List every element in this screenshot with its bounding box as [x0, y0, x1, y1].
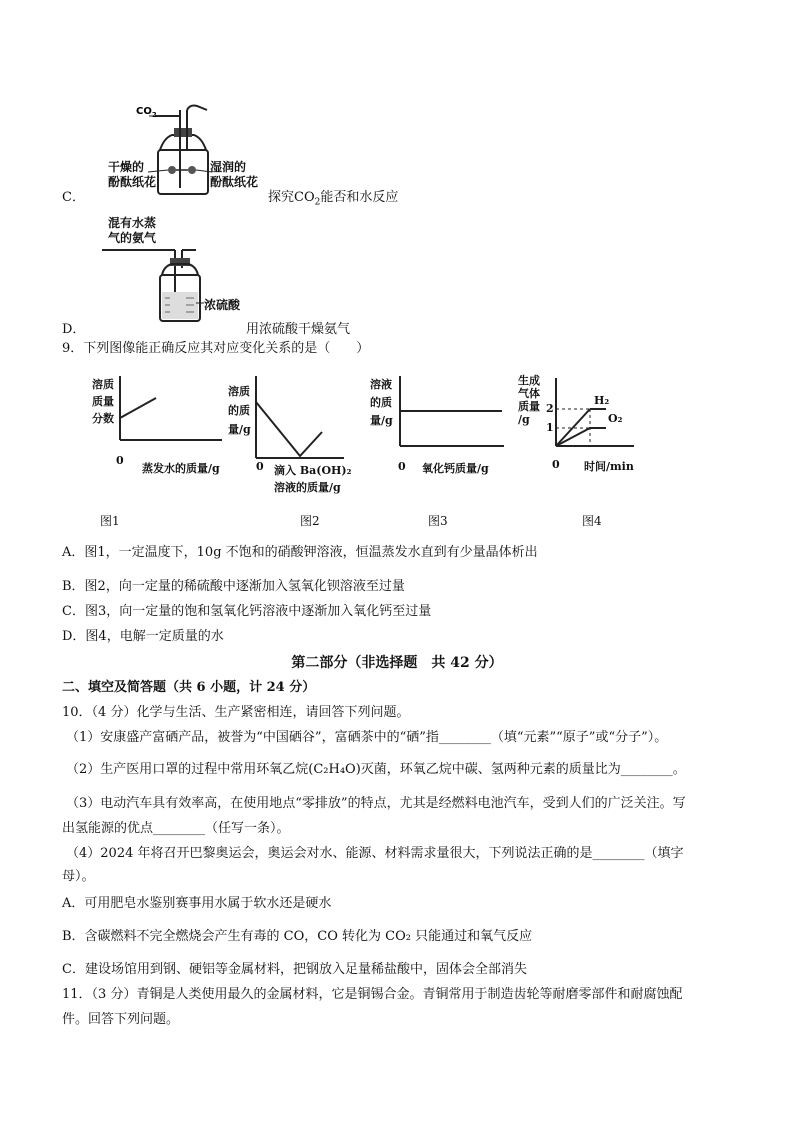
figure-d-caption: 用浓硫酸干燥氨气: [246, 322, 351, 337]
graph-3-caption: 图3: [428, 514, 448, 528]
graph-2-xlabel: 滴入 Ba(OH)₂ 溶液的质量/g: [274, 464, 352, 494]
q10-stem: 10．（4 分）化学与生活、生产紧密相连，请回答下列问题。: [62, 705, 410, 720]
graph-1-ylabel: 溶质 质量 分数: [92, 378, 114, 425]
graph-4-tick-2: 2: [546, 402, 554, 415]
option-c-marker: C．: [62, 190, 85, 205]
section-2-heading: 二、填空及简答题（共 6 小题，计 24 分）: [62, 680, 316, 695]
graph-4-caption: 图4: [582, 514, 602, 528]
wet-flower-label: 湿润的 酚酞纸花: [210, 160, 259, 189]
graph-1-caption: 图1: [100, 514, 120, 528]
q9-option-d: D．图4，电解一定质量的水: [62, 629, 224, 644]
graph-3-ylabel: 溶液 的质 量/g: [370, 378, 393, 427]
q10-option-c: C．建设场馆用到钢、硬铝等金属材料，把钢放入足量稀盐酸中，固体会全部消失: [62, 962, 527, 977]
sulfuric-acid-label: 浓硫酸: [204, 298, 241, 312]
graph-2-origin: 0: [256, 460, 264, 473]
part-2-title: 第二部分（非选择题 共 42 分）: [291, 655, 503, 671]
graph-2-ylabel: 溶质 的质 量/g: [228, 385, 251, 436]
graph-4-ylabel: 生成 气体 质量 /g: [518, 374, 540, 426]
graph-4-axes: [0, 0, 794, 500]
graph-1-origin: 0: [116, 454, 124, 467]
q10-sub2: （2）生产医用口罩的过程中常用环氧乙烷(C₂H₄O)灭菌，环氧乙烷中碳、氢两种元素的质量比为________。: [66, 762, 686, 777]
wet-ammonia-label: 混有水蒸 气的氨气: [108, 216, 157, 245]
graph-3-origin: 0: [398, 460, 406, 473]
q11-line1: 11．（3 分）青铜是人类使用最久的金属材料，它是铜锡合金。青铜常用于制造齿轮等耐磨零部件和耐腐蚀配: [62, 987, 683, 1002]
co2-gas-label: $CO_2$: [136, 106, 157, 119]
graph-4-o2-line: [556, 428, 590, 446]
graph-2-caption: 图2: [300, 514, 320, 528]
q9-option-a: A．图1，一定温度下，10g 不饱和的硝酸钾溶液，恒温蒸发水直到有少量晶体析出: [62, 545, 538, 560]
q10-sub4-line2: 母）。: [62, 869, 95, 884]
figure-c-caption: 探究$CO_2$能否和水反应: [268, 190, 399, 208]
graph-4-tick-1: 1: [546, 421, 554, 434]
graph-1-xlabel: 蒸发水的质量/g: [142, 462, 220, 475]
graph-4-origin: 0: [552, 458, 560, 471]
graph-3-xlabel: 氧化钙质量/g: [422, 462, 489, 475]
q9-stem: 9．下列图像能正确反应其对应变化关系的是（ ）: [62, 341, 370, 356]
q10-option-b: B．含碳燃料不完全燃烧会产生有毒的 CO，CO 转化为 CO₂ 只能通过和氧气反应: [62, 929, 533, 944]
q10-option-a: A．可用肥皂水鉴别赛事用水属于软水还是硬水: [62, 896, 332, 911]
graph-4-h2-line: [556, 409, 590, 446]
option-d-marker: D．: [62, 322, 86, 337]
graph-4-xlabel: 时间/min: [584, 460, 634, 473]
dry-flower-label: 干燥的 酚酞纸花: [108, 160, 157, 189]
q9-option-c: C．图3，向一定量的饱和氢氧化钙溶液中逐渐加入氧化钙至过量: [62, 604, 432, 619]
q9-option-b: B．图2，向一定量的稀硫酸中逐渐加入氢氧化钡溶液至过量: [62, 579, 405, 594]
graph-4-h2-label: H₂: [594, 394, 610, 407]
q10-sub4-line1: （4）2024 年将召开巴黎奥运会，奥运会对水、能源、材料需求量很大，下列说法正确的是________（填字: [66, 846, 684, 861]
q11-line2: 件。回答下列问题。: [62, 1012, 180, 1027]
q10-sub3-line2: 出氢能源的优点________（任写一条）。: [62, 821, 290, 836]
q10-sub1: （1）安康盛产富硒产品，被誉为“中国硒谷”，富硒茶中的“硒”指________（填“元素”“原子”或“分子”）。: [66, 730, 668, 745]
graph-4-o2-label: O₂: [608, 412, 623, 425]
q10-sub3-line1: （3）电动汽车具有效率高，在使用地点“零排放”的特点，尤其是经燃料电池汽车，受到人们的广泛关注。写: [66, 796, 686, 811]
